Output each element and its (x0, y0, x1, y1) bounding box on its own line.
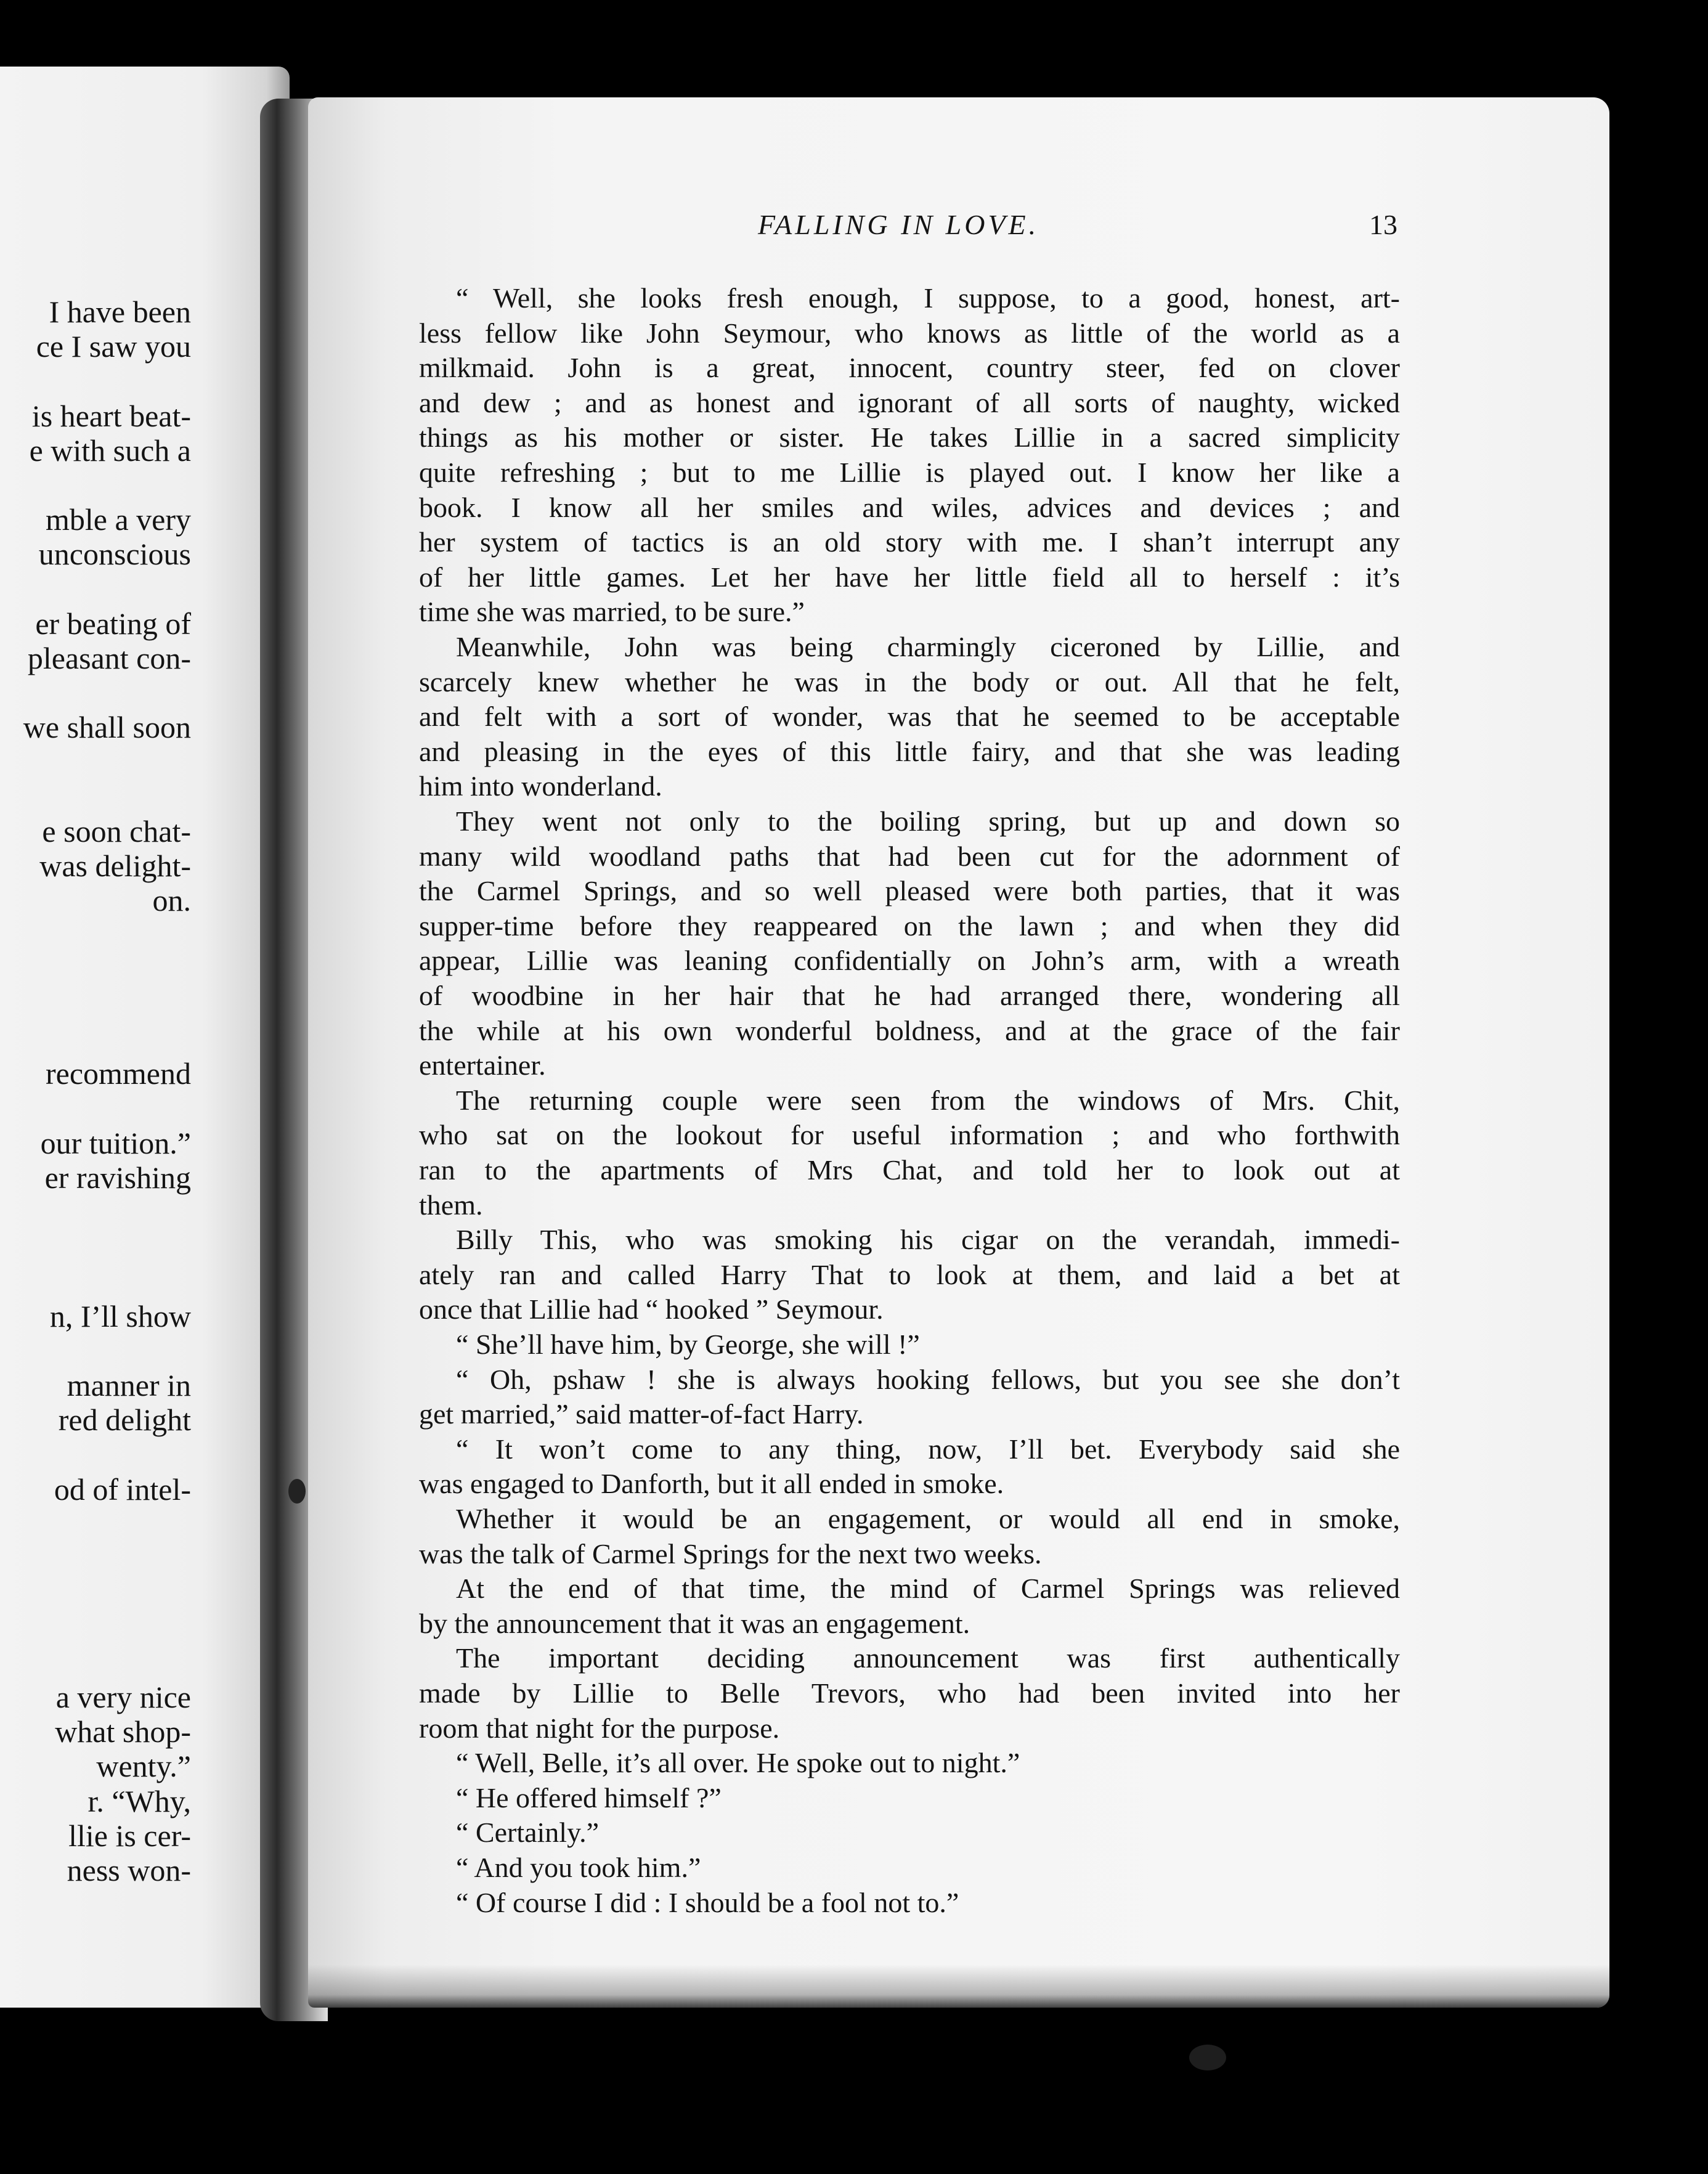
page-ink-blot (1189, 2045, 1226, 2070)
text-line: “ And you took him.” (456, 1852, 701, 1883)
facing-page-line: manner in (67, 1368, 191, 1403)
facing-page-line: what shop- (55, 1714, 191, 1749)
facing-page-line: er beating of (35, 606, 191, 641)
text-line: them. (419, 1189, 483, 1221)
facing-page-line: e soon chat- (42, 814, 191, 849)
facing-page-line: od of intel- (54, 1472, 191, 1507)
text-line: scarcely knew whether he was in the body or out. All that he felt, (419, 666, 1400, 698)
facing-page-line: pleasant con- (27, 641, 191, 675)
text-line: supper-time before they reappeared on the lawn ; and when they did (419, 910, 1400, 942)
facing-page-line: recommend (45, 1056, 191, 1091)
text-line: The important deciding announcement was first authentically (456, 1642, 1400, 1674)
facing-page-line: on. (152, 883, 191, 918)
page-number: 13 (1369, 209, 1397, 240)
facing-page-line: r. “Why, (87, 1783, 191, 1818)
facing-page-line: wenty.” (96, 1749, 191, 1784)
facing-page-line: mble a very (45, 502, 191, 537)
text-line: They went not only to the boiling spring, but up and down so (456, 805, 1400, 837)
text-line: and felt with a sort of wonder, was that he seemed to be acceptable (419, 701, 1400, 733)
running-head: FALLING IN LOVE. (758, 209, 1039, 240)
text-line: him into wonderland. (419, 770, 662, 802)
facing-page-line: ness won- (67, 1853, 191, 1887)
text-line: room that night for the purpose. (419, 1712, 780, 1744)
facing-page-line: our tuition.” (40, 1125, 191, 1160)
text-line: quite refreshing ; but to me Lillie is played out. I know her like a (419, 457, 1400, 488)
facing-page-line: red delight (58, 1403, 191, 1438)
text-line: of her little games. Let her have her little field all to herself : it’s (419, 561, 1400, 593)
text-line: time she was married, to be sure.” (419, 596, 805, 628)
text-line: and pleasing in the eyes of this little fairy, and that she was leading (419, 735, 1400, 767)
text-line: once that Lillie had “ hooked ” Seymour. (419, 1293, 884, 1325)
text-line: “ Certainly.” (456, 1817, 600, 1849)
facing-page-line: we shall soon (23, 710, 191, 745)
text-line: ately ran and called Harry That to look at them, and laid a bet at (419, 1258, 1400, 1290)
text-line: At the end of that time, the mind of Carmel Springs was relieved (456, 1573, 1400, 1605)
facing-page-line: I have been (49, 295, 191, 329)
text-line: and dew ; and as honest and ignorant of all sorts of naughty, wicked (419, 386, 1400, 418)
text-line: milkmaid. John is a great, innocent, country steer, fed on clover (419, 352, 1400, 384)
text-line: get married,” said matter-of-fact Harry. (419, 1398, 864, 1430)
text-line: Billy This, who was smoking his cigar on the verandah, immedi- (456, 1224, 1400, 1256)
text-line: “ It won’t come to any thing, now, I’ll bet. Everybody said she (456, 1433, 1400, 1465)
facing-page-line: n, I’ll show (49, 1298, 191, 1333)
text-line: appear, Lillie was leaning confidentially on John’s arm, with a wreath (419, 945, 1400, 977)
gutter-blot (288, 1479, 306, 1504)
text-line: ran to the apartments of Mrs Chat, and told her to look out at (419, 1154, 1400, 1186)
text-line: less fellow like John Seymour, who knows as little of the world as a (419, 317, 1400, 349)
facing-page-line: is heart beat- (31, 398, 191, 433)
text-line: “ Of course I did : I should be a fool not to.” (456, 1886, 959, 1918)
text-line: her system of tactics is an old story with me. I shan’t interrupt any (419, 526, 1400, 558)
facing-page-line: er ravishing (44, 1160, 191, 1195)
text-line: Whether it would be an engagement, or would all end in smoke, (456, 1503, 1400, 1534)
text-line: was the talk of Carmel Springs for the next two weeks. (419, 1537, 1042, 1569)
facing-page-line: a very nice (55, 1680, 191, 1714)
text-line: the while at his own wonderful boldness, and at the grace of the fair (419, 1014, 1400, 1046)
facing-page-line: unconscious (38, 537, 191, 572)
text-line: “ Oh, pshaw ! she is always hooking fellows, but you see she don’t (456, 1363, 1400, 1395)
text-line: The returning couple were seen from the windows of Mrs. Chit, (456, 1084, 1400, 1116)
text-line: “ Well, she looks fresh enough, I suppose, to a good, honest, art- (456, 282, 1400, 314)
text-line: Meanwhile, John was being charmingly ciceroned by Lillie, and (456, 631, 1400, 662)
text-line: many wild woodland paths that had been cut for the adornment of (419, 840, 1400, 872)
text-line: by the announcement that it was an engagement. (419, 1607, 970, 1639)
facing-page-line: ce I saw you (36, 329, 191, 364)
text-line: things as his mother or sister. He takes Lillie in a sacred simplicity (419, 421, 1400, 454)
text-line: “ He offered himself ?” (456, 1781, 722, 1814)
text-line: the Carmel Springs, and so well pleased were both parties, that it was (419, 875, 1400, 907)
text-line: “ She’ll have him, by George, she will !” (456, 1329, 920, 1360)
text-line: “ Well, Belle, it’s all over. He spoke out to night.” (456, 1747, 1020, 1779)
text-line: made by Lillie to Belle Trevors, who had been invited into her (419, 1677, 1400, 1709)
text-line: who sat on the lookout for useful information ; and who forthwith (419, 1119, 1400, 1151)
text-line: was engaged to Danforth, but it all ended in smoke. (419, 1468, 1004, 1500)
facing-page-line: was delight- (39, 849, 191, 884)
facing-page-line: e with such a (29, 433, 191, 468)
text-line: of woodbine in her hair that he had arranged there, wondering all (419, 980, 1400, 1011)
text-line: book. I know all her smiles and wiles, advices and devices ; and (419, 491, 1400, 523)
facing-page-fragment (0, 67, 290, 2008)
facing-page-line: llie is cer- (68, 1818, 191, 1853)
text-line: entertainer. (419, 1049, 546, 1081)
